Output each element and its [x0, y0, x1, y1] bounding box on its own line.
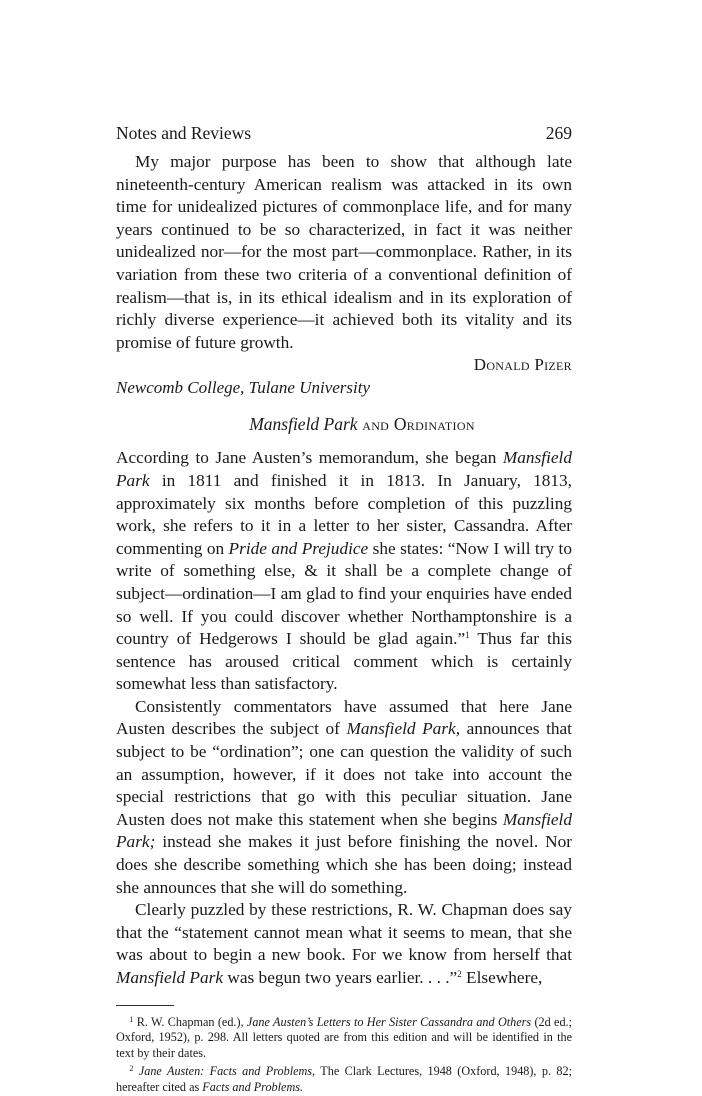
footnote-ref-1[interactable]: 1 [465, 630, 470, 641]
footnote-1 [116, 1012, 572, 1062]
text-run: Consistently commentators have assumed that here Jane Austen describes the subject of [116, 696, 572, 739]
paragraph-commentators [116, 696, 572, 899]
italic-title: Pride and Prejudice [228, 538, 369, 558]
italic-title: Jane Austen: Facts and Problems, [138, 1064, 316, 1079]
text-run: According to Jane Austen’s memorandum, she began [116, 448, 503, 468]
text-run: was begun two years earlier. . . .” [223, 968, 458, 987]
italic-title: Facts and Problems. [202, 1079, 304, 1094]
footnote-ref-2[interactable]: 2 [457, 969, 462, 979]
text-run: announces that subject to be “ordination”; one can question the validity of such an assumption, however, if it does not take into account the special restrictions that go with this peculiar situation. Jane Austen does not make this statement when she begins [116, 719, 572, 829]
text-run: instead she makes it just before finishing the novel. Nor does she describe something which she has been doing; instead she announces that she will do something. [116, 832, 572, 897]
paragraph-memorandum [116, 447, 572, 696]
text-run: in 1811 and finished it in 1813. In January, 1813, approximately six months before completion of this puzzling work, she refers to it in a letter to her sister, Cassandra. After commenting on [116, 470, 572, 558]
section-title-rest: and Ordination [357, 414, 475, 435]
running-head-title: Notes and Reviews [116, 123, 252, 143]
italic-title: Mansfield Park, [346, 719, 461, 739]
italic-title: Mansfield Park [116, 968, 224, 987]
text-run: R. W. Chapman (ed.), [133, 1014, 247, 1029]
text-run: Thus far this sentence has aroused critical comment which is certainly somewhat less than satisfactory. [116, 629, 573, 694]
section-title [152, 413, 572, 435]
paragraph-conclusion: My major purpose has been to show that although late nineteenth-century American realism was attacked in its own time for unidealized pictures of commonplace life, and for many years continued to be so characterized, in fact it was neither unidealized nor—for the most part—commonplace. Rather, in its variation from these two criteria of a conventional definition of realism—that is, in its ethical idealism and in its exploration of richly diverse experience—it achieved both its vitality and its promise of future growth. [116, 152, 572, 352]
page-number: 269 [545, 123, 572, 143]
text-run: she states: “Now I will try to write of something else, & it shall be a complete change of subject—ordination—I am glad to find your enquiries have ended so well. If you could discover whether Northamptonshire is a country of Hedgerows I should be glad again.” [116, 538, 572, 649]
footnote-number: 1 [129, 1014, 134, 1024]
text-run: The Clark Lectures, 1948 (Oxford, 1948), p. 82; hereafter cited as [116, 1064, 573, 1094]
text-run: (2d ed.; Oxford, 1952), p. 298. All letters quoted are from this edition and will be identified in the text by their dates. [116, 1014, 572, 1060]
page [116, 122, 572, 1096]
italic-title: Mansfield Park; [116, 809, 572, 852]
footnote-2 [116, 1061, 572, 1095]
text-run: Elsewhere, [461, 968, 543, 987]
footnote-divider [116, 1005, 174, 1006]
italic-title: Jane Austen’s Letters to Her Sister Cassandra and Others [246, 1014, 532, 1029]
author-affiliation: Newcomb College, Tulane University [116, 378, 371, 398]
footnote-number: 2 [129, 1064, 134, 1074]
author-signature: Donald Pizer [473, 355, 572, 375]
paragraph-chapman [116, 899, 572, 989]
text-run: Clearly puzzled by these restrictions, R. W. Chapman does say that the “statement cannot mean what it seems to mean, that she was about to begin a new book. For we know from herself that [116, 900, 572, 965]
italic-title: Mansfield Park [116, 448, 572, 490]
running-head [116, 122, 572, 144]
section-title-italic: Mansfield Park [249, 414, 358, 435]
